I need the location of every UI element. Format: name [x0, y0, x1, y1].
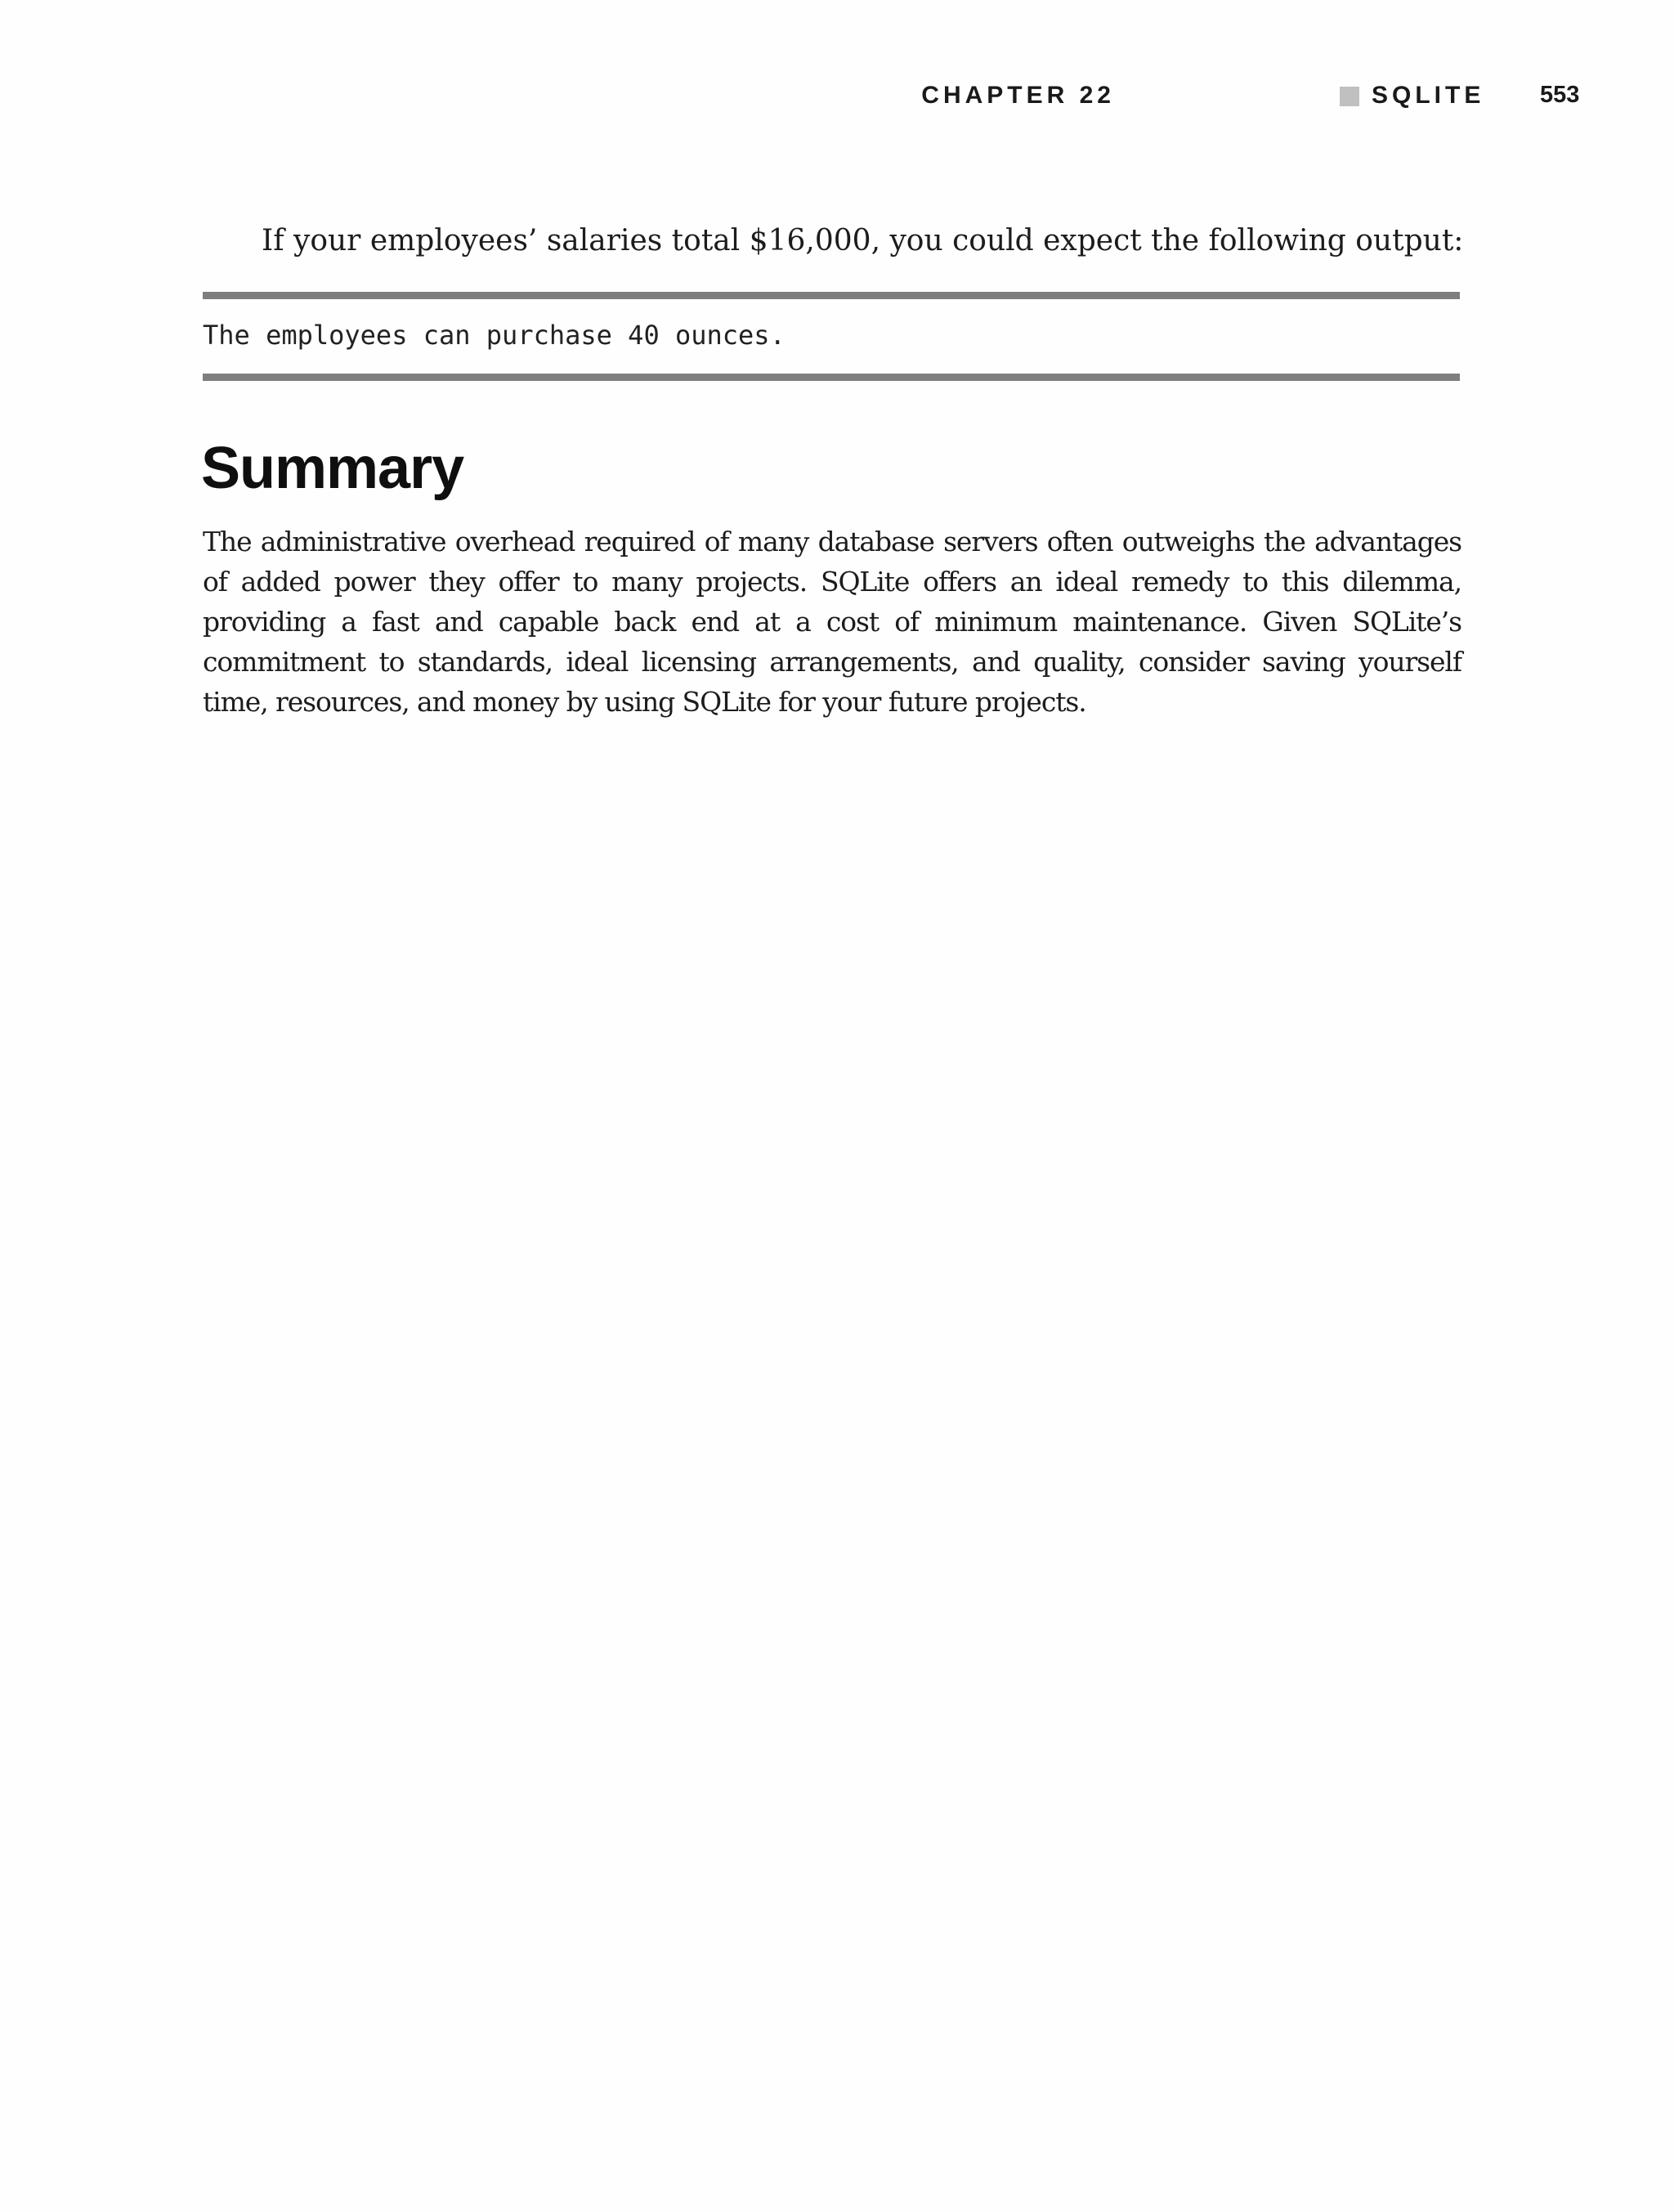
code-output-text: The employees can purchase 40 ounces.	[203, 320, 786, 351]
section-label: SQLITE	[1372, 82, 1485, 109]
page-number: 553	[1540, 82, 1580, 108]
square-bullet-icon	[1340, 87, 1359, 106]
summary-paragraph: The administrative overhead required of many database servers often outweighs the advantages of added power they offer to many projects. SQLite offers an ideal remedy to this dilemma, providing a fast and capable back end at a cost of minimum maintenance. Given SQLite’s commitment to standards, ideal licensing arrangements, and quality, consider saving yourself time, resources, and money by using SQLite for your future projects.	[203, 526, 1461, 718]
code-output-block	[203, 292, 1460, 382]
code-block-top-rule	[203, 292, 1460, 299]
running-head	[921, 80, 1586, 116]
code-block-bottom-rule	[203, 374, 1460, 381]
intro-paragraph: If your employees’ salaries total $16,000, you could expect the following output:	[262, 224, 1464, 257]
section-heading: Summary	[201, 436, 464, 501]
chapter-label: CHAPTER 22	[921, 82, 1115, 109]
